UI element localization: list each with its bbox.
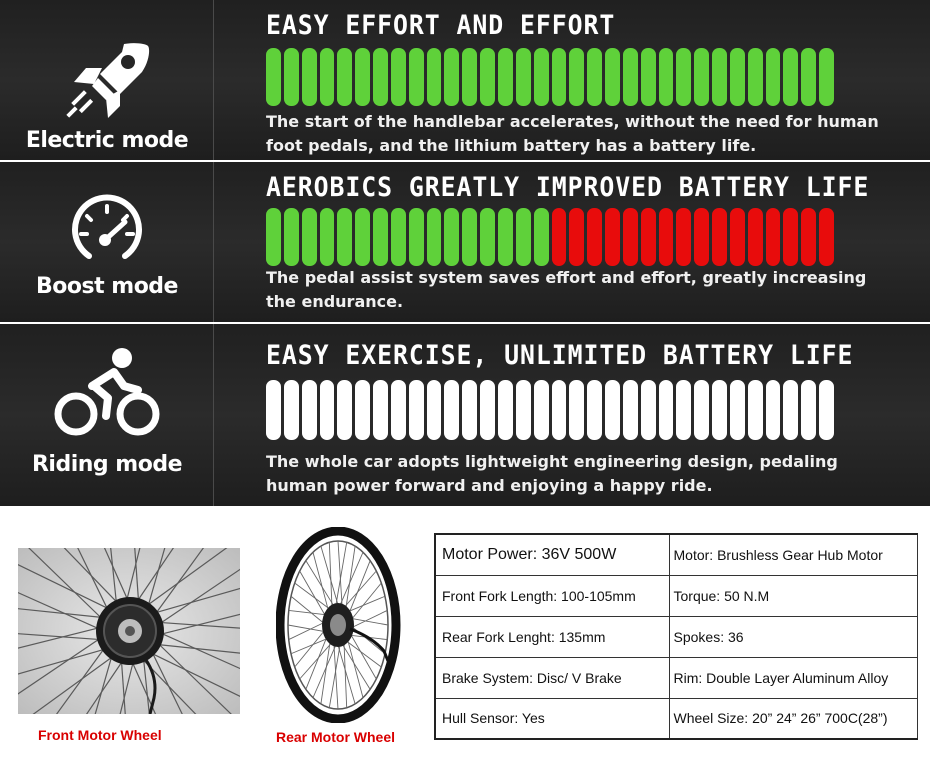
battery-segment [516, 48, 531, 106]
battery-segment [284, 48, 299, 106]
battery-segment [391, 208, 406, 266]
battery-bar-gauge [266, 208, 834, 266]
battery-segment [480, 48, 495, 106]
battery-segment [730, 48, 745, 106]
battery-segment [659, 48, 674, 106]
battery-segment [480, 380, 495, 440]
battery-segment [783, 380, 798, 440]
battery-segment [748, 208, 763, 266]
battery-segment [427, 380, 442, 440]
battery-segment [623, 380, 638, 440]
table-row [435, 657, 917, 698]
battery-segment [605, 48, 620, 106]
battery-segment [302, 48, 317, 106]
battery-segment [801, 380, 816, 440]
front-motor-wheel-photo [18, 548, 240, 714]
battery-segment [444, 208, 459, 266]
battery-segment [712, 48, 727, 106]
spec-cell: Rear Fork Lenght: 135mm [435, 616, 669, 657]
battery-segment [320, 48, 335, 106]
boost-mode-band [0, 162, 930, 322]
battery-segment [337, 380, 352, 440]
battery-segment [427, 48, 442, 106]
battery-segment [462, 208, 477, 266]
battery-segment [337, 48, 352, 106]
battery-segment [819, 48, 834, 106]
rocket-icon [62, 38, 152, 120]
battery-segment [462, 48, 477, 106]
battery-segment [373, 208, 388, 266]
battery-segment [373, 380, 388, 440]
battery-segment [659, 380, 674, 440]
spec-cell: Wheel Size: 20” 24” 26” 700C(28”) [669, 698, 917, 739]
front-motor-wheel-caption: Front Motor Wheel [38, 727, 162, 743]
battery-segment [712, 380, 727, 440]
battery-segment [534, 48, 549, 106]
battery-segment [480, 208, 495, 266]
riding-mode-band [0, 324, 930, 506]
battery-segment [552, 208, 567, 266]
battery-segment [355, 48, 370, 106]
battery-segment [409, 380, 424, 440]
battery-segment [569, 208, 584, 266]
battery-segment [444, 48, 459, 106]
battery-segment [587, 208, 602, 266]
battery-segment [766, 208, 781, 266]
speedometer-icon [67, 190, 147, 270]
battery-segment [409, 48, 424, 106]
battery-segment [391, 380, 406, 440]
battery-segment [534, 380, 549, 440]
battery-segment [730, 380, 745, 440]
battery-segment [552, 48, 567, 106]
battery-segment [587, 380, 602, 440]
mode-title: AEROBICS GREATLY IMPROVED BATTERY LIFE [266, 172, 870, 203]
battery-segment [587, 48, 602, 106]
battery-segment [766, 380, 781, 440]
battery-segment [302, 208, 317, 266]
battery-segment [266, 380, 281, 440]
battery-segment [320, 208, 335, 266]
battery-segment [783, 48, 798, 106]
spec-cell: Hull Sensor: Yes [435, 698, 669, 739]
battery-segment [801, 48, 816, 106]
battery-segment [748, 48, 763, 106]
battery-segment [552, 380, 567, 440]
battery-segment [498, 208, 513, 266]
battery-segment [694, 48, 709, 106]
battery-segment [498, 48, 513, 106]
battery-segment [605, 208, 620, 266]
battery-segment [462, 380, 477, 440]
battery-segment [444, 380, 459, 440]
rear-motor-wheel-photo [276, 527, 410, 723]
mode-label: Riding mode [31, 452, 183, 477]
spec-cell: Motor Power: 36V 500W [435, 534, 669, 575]
battery-segment [676, 208, 691, 266]
spec-cell: Torque: 50 N.M [669, 575, 917, 616]
battery-segment [320, 380, 335, 440]
table-row [435, 534, 917, 575]
battery-segment [694, 208, 709, 266]
battery-segment [516, 208, 531, 266]
battery-segment [819, 208, 834, 266]
spec-cell: Front Fork Length: 100-105mm [435, 575, 669, 616]
battery-segment [302, 380, 317, 440]
battery-segment [641, 208, 656, 266]
battery-segment [801, 208, 816, 266]
battery-segment [569, 380, 584, 440]
table-row [435, 575, 917, 616]
battery-segment [355, 380, 370, 440]
battery-segment [766, 48, 781, 106]
mode-label: Electric mode [25, 128, 189, 153]
battery-segment [659, 208, 674, 266]
battery-segment [694, 380, 709, 440]
spec-cell: Motor: Brushless Gear Hub Motor [669, 534, 917, 575]
battery-segment [623, 48, 638, 106]
battery-segment [355, 208, 370, 266]
cyclist-icon [52, 346, 162, 442]
battery-segment [605, 380, 620, 440]
table-row [435, 616, 917, 657]
battery-segment [266, 48, 281, 106]
mode-label: Boost mode [36, 274, 178, 299]
battery-segment [641, 48, 656, 106]
battery-segment [819, 380, 834, 440]
battery-segment [498, 380, 513, 440]
battery-segment [516, 380, 531, 440]
mode-title: EASY EFFORT AND EFFORT [266, 10, 616, 41]
spec-cell: Brake System: Disc/ V Brake [435, 657, 669, 698]
battery-segment [266, 208, 281, 266]
battery-bar-gauge [266, 48, 834, 106]
battery-segment [712, 208, 727, 266]
battery-segment [676, 380, 691, 440]
battery-segment [373, 48, 388, 106]
battery-segment [676, 48, 691, 106]
table-row [435, 698, 917, 739]
mode-description: The start of the handlebar accelerates, without the need for human foot pedals, and the lithium battery has a battery life. [266, 112, 879, 155]
battery-segment [641, 380, 656, 440]
battery-bar-gauge [266, 380, 834, 440]
battery-segment [569, 48, 584, 106]
battery-segment [284, 380, 299, 440]
battery-segment [391, 48, 406, 106]
rear-motor-wheel-caption: Rear Motor Wheel [276, 729, 396, 745]
battery-segment [427, 208, 442, 266]
battery-segment [409, 208, 424, 266]
battery-segment [623, 208, 638, 266]
battery-segment [783, 208, 798, 266]
mode-title: EASY EXERCISE, UNLIMITED BATTERY LIFE [266, 340, 854, 371]
electric-mode-band [0, 0, 930, 160]
battery-segment [534, 208, 549, 266]
mode-description: The pedal assist system saves effort and effort, greatly increasing the endurance. [266, 268, 867, 311]
battery-segment [730, 208, 745, 266]
mode-icon-column [0, 324, 214, 506]
mode-description: The whole car adopts lightweight engineering design, pedaling human power forward and enjoying a happy ride. [266, 452, 838, 495]
spec-cell: Spokes: 36 [669, 616, 917, 657]
battery-segment [337, 208, 352, 266]
spec-table [434, 533, 918, 740]
battery-segment [284, 208, 299, 266]
spec-cell: Rim: Double Layer Aluminum Alloy [669, 657, 917, 698]
battery-segment [748, 380, 763, 440]
